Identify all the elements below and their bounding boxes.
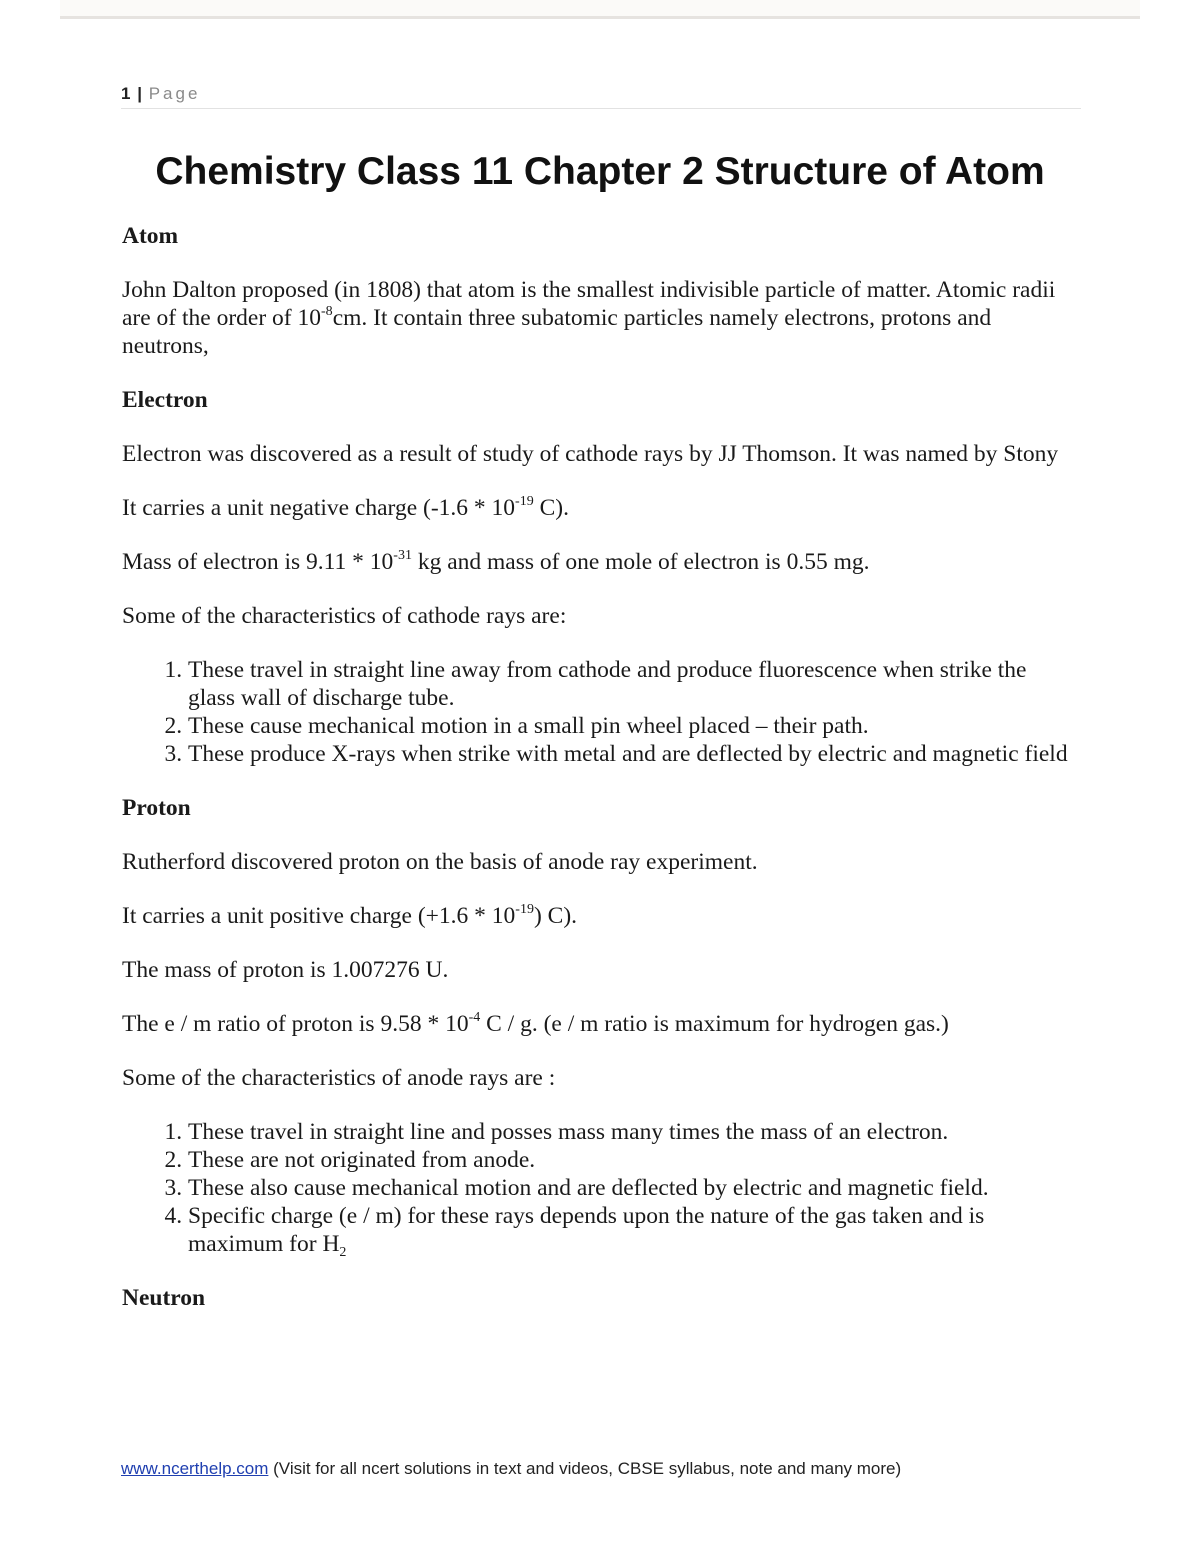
proton-em-text: The e / m ratio of proton is 9.58 * 10	[122, 1011, 469, 1037]
page-separator: |	[137, 84, 142, 103]
proton-discovery: Rutherford discovered proton on the basis of anode ray experiment.	[122, 849, 758, 875]
cathode-intro: Some of the characteristics of cathode rays are:	[122, 603, 567, 629]
electron-mass-text: Mass of electron is 9.11 * 10	[122, 549, 394, 575]
electron-mass-rest: kg and mass of one mole of electron is 0.55 mg.	[411, 549, 870, 575]
proton-charge-unit: ) C).	[533, 903, 578, 929]
atom-heading: Atom	[122, 223, 179, 249]
document-body	[122, 222, 1077, 1338]
atom-paragraph	[122, 276, 1077, 360]
list-item: 3. These also cause mechanical motion and are deflected by electric and magnetic field.	[188, 1174, 1077, 1202]
proton-heading: Proton	[122, 795, 191, 821]
electron-mass-exponent: -31	[393, 548, 412, 563]
proton-charge-exponent: -19	[515, 902, 534, 917]
hydrogen-subscript: 2	[339, 1245, 347, 1260]
atom-text-part2: cm. It contain three subatomic particles namely electrons, protons and neutrons,	[122, 305, 992, 359]
electron-charge-unit: C).	[533, 495, 569, 521]
page-header	[121, 84, 1081, 109]
list-item: 3. These produce X-rays when strike with metal and are deflected by electric and magnetic field	[188, 740, 1077, 768]
proton-charge	[122, 902, 1077, 930]
anode-item4-text: Specific charge (e / m) for these rays depends upon the nature of the gas taken and is maximum for H	[188, 1203, 985, 1257]
proton-em-ratio	[122, 1010, 1077, 1038]
electron-mass	[122, 548, 1077, 576]
neutron-heading: Neutron	[122, 1285, 206, 1311]
electron-charge-exponent: -19	[515, 494, 534, 509]
cathode-list	[122, 656, 1077, 768]
electron-discovery: Electron was discovered as a result of study of cathode rays by JJ Thomson. It was named by Stony	[122, 441, 1059, 467]
footer-note: (Visit for all ncert solutions in text and videos, CBSE syllabus, note and many more)	[273, 1459, 902, 1478]
list-item	[188, 1202, 1077, 1258]
atom-text-part1: John Dalton proposed (in 1808) that atom is the smallest indivisible particle of matter. Atomic radii are of the order of 10	[122, 277, 1056, 331]
document-title: Chemistry Class 11 Chapter 2 Structure of Atom	[155, 150, 1045, 193]
footer-link[interactable]: www.ncerthelp.com	[121, 1459, 269, 1478]
proton-charge-text: It carries a unit positive charge (+1.6 * 10	[122, 903, 516, 929]
anode-intro: Some of the characteristics of anode rays are :	[122, 1065, 556, 1091]
page-label: Page	[148, 84, 201, 103]
list-item: 1. These travel in straight line away from cathode and produce fluorescence when strike the glass wall of discharge tube.	[188, 656, 1077, 712]
atom-exponent: -8	[321, 304, 333, 319]
electron-heading: Electron	[122, 387, 208, 413]
list-item: 1. These travel in straight line and posses mass many times the mass of an electron.	[188, 1118, 1077, 1146]
list-item: 2. These are not originated from anode.	[188, 1146, 1077, 1174]
top-border	[60, 0, 1140, 19]
page-number: 1	[121, 84, 131, 103]
proton-mass: The mass of proton is 1.007276 U.	[122, 957, 449, 983]
footer	[121, 1459, 1121, 1479]
list-item: 2. These cause mechanical motion in a small pin wheel placed – their path.	[188, 712, 1077, 740]
anode-list	[122, 1118, 1077, 1258]
electron-charge	[122, 494, 1077, 522]
proton-em-rest: C / g. (e / m ratio is maximum for hydrogen gas.)	[480, 1011, 949, 1037]
proton-em-exponent: -4	[468, 1010, 481, 1025]
electron-charge-text: It carries a unit negative charge (-1.6 * 10	[122, 495, 516, 521]
